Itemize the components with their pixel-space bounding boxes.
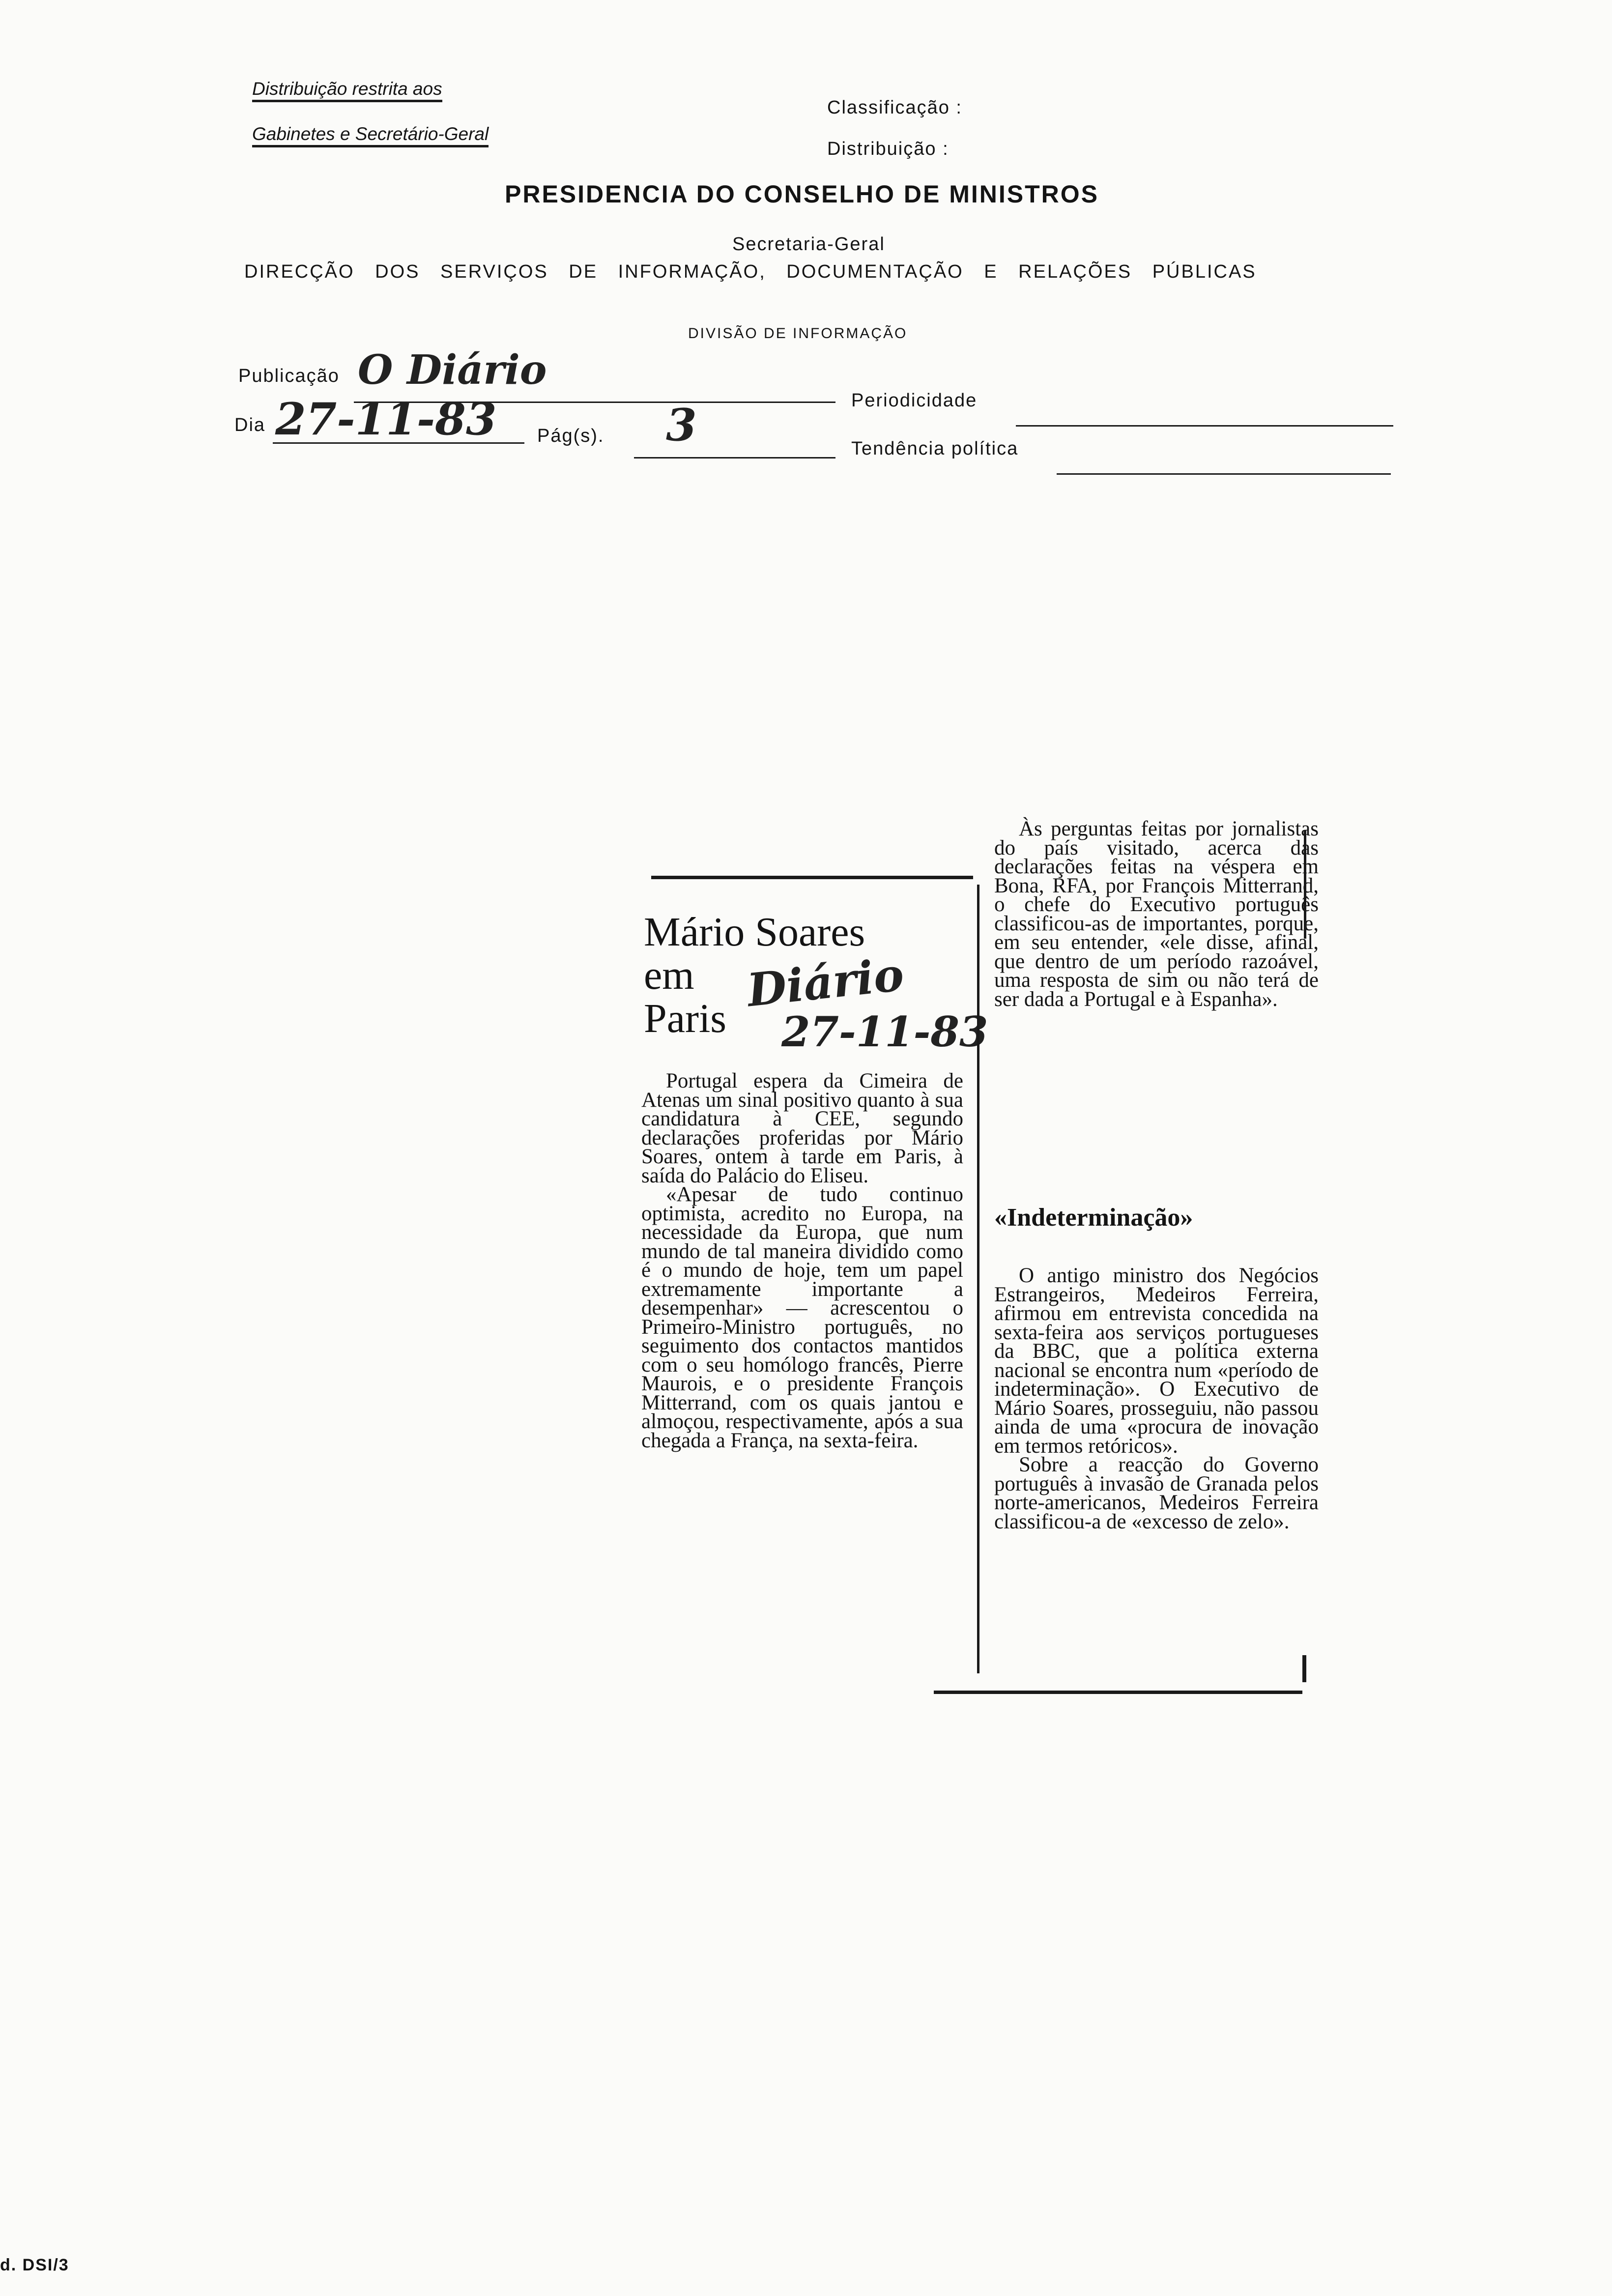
- directorate-title: DIRECÇÃO DOS SERVIÇOS DE INFORMAÇÃO, DOCUMENTAÇÃO E RELAÇÕES PÚBLICAS: [244, 261, 1257, 282]
- headline-line3: Paris: [644, 996, 726, 1041]
- pages-value: 3: [666, 399, 697, 451]
- classification-label: Classificação :: [827, 97, 962, 118]
- headline-line2: em: [644, 952, 694, 998]
- right-article-column-top: [994, 817, 1319, 1011]
- left-article-column: [641, 1069, 963, 1452]
- day-underline: [273, 442, 524, 444]
- org-title: PRESIDENCIA DO CONSELHO DE MINISTROS: [505, 180, 1099, 208]
- publication-value: O Diário: [358, 346, 547, 394]
- right-paragraph-3: Sobre a reacção do Governo português à invasão de Granada pelos norte-americanos, Medeiros Ferreira classificou-a de «excesso de zelo».: [994, 1453, 1319, 1533]
- handwritten-annotation-line2: 27-11-83: [781, 1007, 988, 1056]
- pages-label: Pág(s).: [537, 426, 604, 446]
- right-edge-rule: [1304, 831, 1306, 939]
- periodicity-underline: [1016, 425, 1393, 427]
- headline-line1: Mário Soares: [644, 909, 865, 955]
- political-tendency-underline: [1057, 473, 1391, 475]
- right-edge-mark: [1302, 1655, 1306, 1682]
- column-divider: [977, 885, 979, 1673]
- form-code: d. DSI/3: [0, 2256, 69, 2274]
- right-article-column-bottom: [994, 1266, 1319, 1531]
- periodicity-label: Periodicidade: [851, 390, 978, 411]
- right-paragraph-1: Às perguntas feitas por jornalistas do país visitado, acerca das declarações feitas na véspera em Bona, RFA, por François Mitterrand, o chefe do Executivo português classificou-as de importantes, porque, em seu entender, «ele disse, afinal, que dentro de um período razoável, uma resposta de sim ou não terá de ser dada a Portugal e à Espanha».: [994, 817, 1319, 1011]
- handwritten-annotation-line1: Diário: [745, 947, 906, 1017]
- pages-underline: [634, 457, 835, 459]
- day-value: 27-11-83: [275, 393, 497, 445]
- distribution-note-line1: Distribuição restrita aos: [252, 79, 442, 99]
- org-subtitle: Secretaria-Geral: [732, 234, 885, 255]
- left-paragraph-2: «Apesar de tudo continuo optimista, acredito no Europa, na necessidade da Europa, que num mundo de tal maneira dividido como é o mundo de hoje, tem um papel extremamente importante a desempenhar» — acrescentou o Primeiro-Ministro português, no seguimento dos contactos mantidos com o seu homólogo francês, Pierre Maurois, e o presidente François Mitterrand, com os quais jantou e almoçou, respectivamente, após a sua chegada a França, na sexta-feira.: [641, 1183, 963, 1452]
- division-title: DIVISÃO DE INFORMAÇÃO: [688, 325, 908, 342]
- publication-label: Publicação: [238, 366, 340, 386]
- clipping-top-rule: [651, 876, 973, 879]
- left-paragraph-1: Portugal espera da Cimeira de Atenas um sinal positivo quanto à sua candidatura à CEE, segundo declarações proferidas por Mário Soares, ontem à tarde em Paris, à saída do Palácio do Eliseu.: [641, 1069, 963, 1187]
- distribution-label: Distribuição :: [827, 139, 949, 159]
- day-label: Dia: [234, 415, 266, 435]
- clipping-bottom-rule: [934, 1691, 1302, 1694]
- right-paragraph-2: O antigo ministro dos Negócios Estrangeiros, Medeiros Ferreira, afirmou em entrevista concedida na sexta-feira aos serviços portugueses da BBC, que a política externa nacional se encontra num «período de indeterminação». O Executivo de Mário Soares, prosseguiu, não passou ainda de uma «procura de inovação em termos retóricos».: [994, 1264, 1319, 1458]
- distribution-note-line2: Gabinetes e Secretário-Geral: [252, 124, 489, 144]
- political-tendency-label: Tendência política: [851, 438, 1019, 459]
- subheading: «Indeterminação»: [994, 1204, 1193, 1232]
